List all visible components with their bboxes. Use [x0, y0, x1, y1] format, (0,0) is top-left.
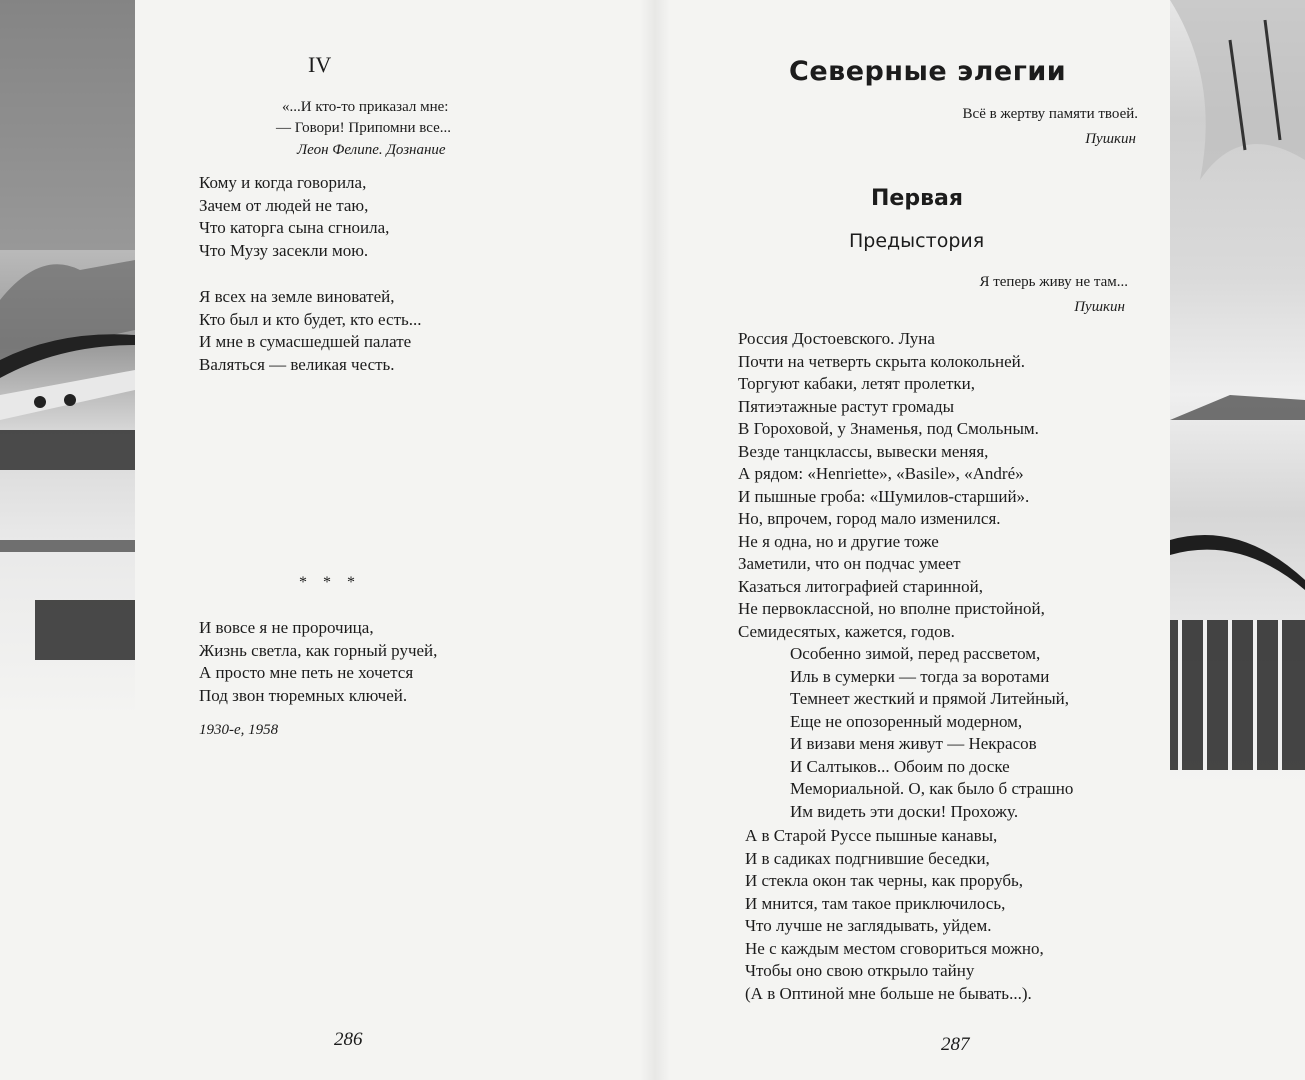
poem-line: Не я одна, но и другие тоже [738, 531, 939, 551]
poem-line: И в садиках подгнившие беседки, [745, 848, 990, 868]
poem-line: В Гороховой, у Знаменья, под Смольным. [738, 419, 1039, 438]
epigraph-line: Я теперь живу не там... [979, 274, 1128, 290]
poem-line: Что каторга сына сгноила, [199, 218, 390, 237]
subtitle: Предыстория [849, 230, 985, 252]
poem-line: Еще не опозоренный модерном, [790, 711, 1023, 731]
section-separator: * * * [299, 574, 361, 591]
poem-block-indented [790, 643, 1073, 823]
part-title: Первая [871, 186, 963, 211]
left-winter-illustration [0, 0, 135, 720]
poem-line: Чтобы оно свою открыло тайну [745, 961, 975, 980]
poem-line: Почти на четверть скрыта колокольней. [738, 351, 1025, 371]
section-number: IV [308, 52, 332, 77]
epigraph-author: Пушкин [1074, 299, 1125, 315]
poem-line: Торгуют кабаки, летят пролетки, [738, 374, 976, 393]
poem-line: Зачем от людей не таю, [199, 195, 369, 215]
poem-line: И Салтыков... Обоим по доске [790, 756, 1010, 776]
epigraph-author: Пушкин [1085, 131, 1136, 147]
poem-line: Что лучше не заглядывать, уйдем. [745, 916, 992, 935]
poem-line: Не первоклассной, но вполне пристойной, [738, 599, 1045, 618]
poem-line: Темнеет жесткий и прямой Литейный, [790, 689, 1070, 708]
embankment-scene-image [1170, 0, 1305, 790]
epigraph-line: «...И кто-то приказал мне: [282, 99, 449, 115]
poem-line: Пятиэтажные растут громады [738, 396, 955, 416]
poem-line: Казаться литографией старинной, [738, 576, 983, 596]
poem-line: И пышные гроба: «Шумилов-старший». [738, 486, 1030, 506]
poem-line: А просто мне петь не хочется [199, 663, 414, 682]
poem-line: Заметили, что он подчас умеет [738, 554, 961, 573]
stanza [199, 617, 437, 707]
right-winter-illustration [1170, 0, 1305, 790]
page-number: 287 [941, 1034, 970, 1055]
poem-block [738, 328, 1045, 643]
poem-line: И вовсе я не пророчица, [199, 618, 374, 637]
poem-line: Я всех на земле виноватей, [199, 287, 395, 306]
poem-line: Кто был и кто будет, кто есть... [199, 309, 422, 329]
poem-line: Жизнь светла, как горный ручей, [199, 640, 438, 660]
stanza [199, 286, 422, 376]
poem-line: Кому и когда говорила, [199, 173, 367, 192]
poem-line: Не с каждым местом сговориться можно, [745, 938, 1044, 958]
page-number: 286 [334, 1029, 363, 1050]
epigraph-line: — Говори! Припомни все... [276, 120, 451, 136]
poem-line: (А в Оптиной мне больше не бывать...). [745, 983, 1032, 1003]
poem-line: Но, впрочем, город мало изменился. [738, 509, 1001, 528]
poem-line: Семидесятых, кажется, годов. [738, 621, 955, 641]
poem-block [745, 825, 1044, 1005]
page-title: Северные элегии [789, 56, 1067, 87]
poem-line: И стекла окон так черны, как прорубь, [745, 871, 1023, 890]
poem-line: Россия Достоевского. Луна [738, 329, 935, 348]
poem-line: А рядом: «Henriette», «Basile», «André» [738, 464, 1024, 483]
stanza [199, 172, 389, 262]
poem-line: Особенно зимой, перед рассветом, [790, 644, 1041, 663]
poem-line: И мне в сумасшедшей палате [199, 332, 412, 351]
poem-line: Мемориальной. О, как было б страшно [790, 779, 1074, 798]
poem-line: Везде танцклассы, вывески меняя, [738, 441, 989, 461]
bridge-scene-image [0, 0, 135, 720]
poem-line: Им видеть эти доски! Прохожу. [790, 801, 1019, 821]
poem-line: И мнится, там такое приключилось, [745, 893, 1006, 913]
poem-line: Под звон тюремных ключей. [199, 685, 408, 705]
epigraph-line: Всё в жертву памяти твоей. [962, 106, 1138, 122]
poem-line: А в Старой Руссе пышные канавы, [745, 826, 998, 845]
poem-line: Валяться — великая честь. [199, 354, 395, 374]
poem-date: 1930-е, 1958 [199, 722, 279, 738]
book-gutter [640, 0, 670, 1080]
poem-line: И визави меня живут — Некрасов [790, 734, 1037, 753]
poem-line: Что Музу засекли мою. [199, 240, 369, 260]
poem-line: Иль в сумерки — тогда за воротами [790, 666, 1050, 686]
epigraph-source: Леон Фелипе. Дознание [297, 142, 446, 158]
